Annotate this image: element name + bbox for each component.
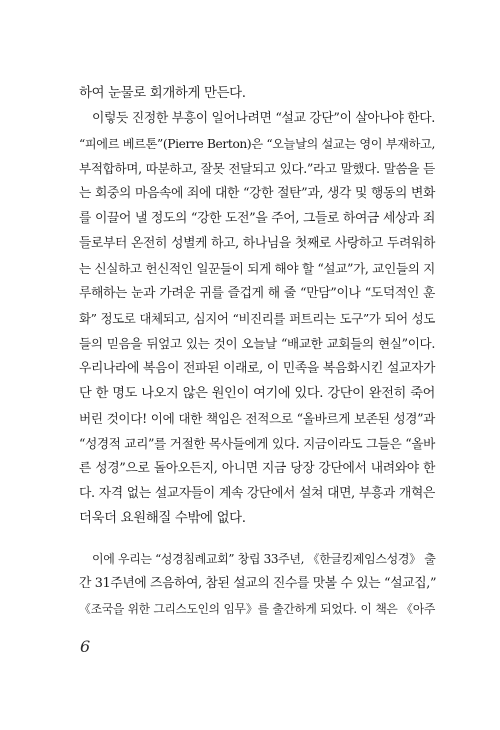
text-line: 부적합하며, 따분하고, 잘못 전달되고 있다.”라고 말했다. 말씀을 듣 — [79, 161, 435, 176]
text-line: 화” 정도로 대체되고, 심지어 “비진리를 퍼트리는 도구”가 되어 성도 — [79, 311, 435, 326]
text-line: 른 성경”으로 돌아오든지, 아니면 지금 당장 강단에서 내려와야 한 — [79, 461, 435, 476]
text-line: 단 한 명도 나오지 않은 원인이 여기에 있다. 강단이 완전히 죽어 — [79, 386, 435, 401]
text-line: 는 신실하고 헌신적인 일꾼들이 되게 해야 할 “설교”가, 교인들의 지 — [79, 261, 435, 276]
page-number: 6 — [80, 637, 91, 656]
text-line: 하여 눈물로 회개하게 만든다. — [79, 86, 246, 101]
text-line: “피에르 베르톤”(Pierre Berton)은 “오늘날의 설교는 영이 부재하고, — [79, 137, 435, 151]
text-line: 는 회중의 마음속에 죄에 대한 “강한 절탄”과, 생각 및 행동의 변화 — [79, 186, 435, 201]
text-line: 더욱더 요원해질 수밖에 없다. — [79, 511, 246, 526]
text-line: 루해하는 눈과 가려운 귀를 즐겁게 해 줄 “만담”이나 “도덕적인 훈 — [79, 286, 435, 301]
text-line: 들의 믿음을 뒤엎고 있는 것이 오늘날 “배교한 교회들의 현실”이다. — [79, 336, 435, 351]
text-line: 를 이끌어 낼 정도의 “강한 도전”을 주어, 그들로 하여금 세상과 죄 — [79, 211, 435, 226]
text-line: 다. 자격 없는 설교자들이 계속 강단에서 설쳐 대면, 부흥과 개혁은 — [79, 486, 435, 501]
paragraph-first-line: 이렇듯 진정한 부흥이 일어나려면 “설교 강단”이 살아나야 한다. — [92, 111, 435, 126]
text-line: “성경적 교리”를 거절한 목사들에게 있다. 지금이라도 그들은 “올바 — [79, 436, 435, 451]
text-line: 들로부터 온전히 성별케 하고, 하나님을 첫째로 사랑하고 두려워하 — [79, 236, 435, 251]
text-line: 간 31주년에 즈음하여, 참된 설교의 진수를 맛볼 수 있는 “설교집,” — [79, 576, 437, 591]
paragraph-first-line: 이에 우리는 “성경침례교회” 창립 33주년, 《한글킹제임스성경》 출 — [92, 552, 436, 566]
text-line: 우리나라에 복음이 전파된 이래로, 이 민족을 복음화시킨 설교자가 — [79, 361, 435, 376]
text-line: 《조국을 위한 그리스도인의 임무》를 출간하게 되었다. 이 책은 《아주 — [79, 602, 435, 616]
text-line: 버린 것이다! 이에 대한 책임은 전적으로 “올바르게 보존된 성경”과 — [79, 411, 435, 426]
